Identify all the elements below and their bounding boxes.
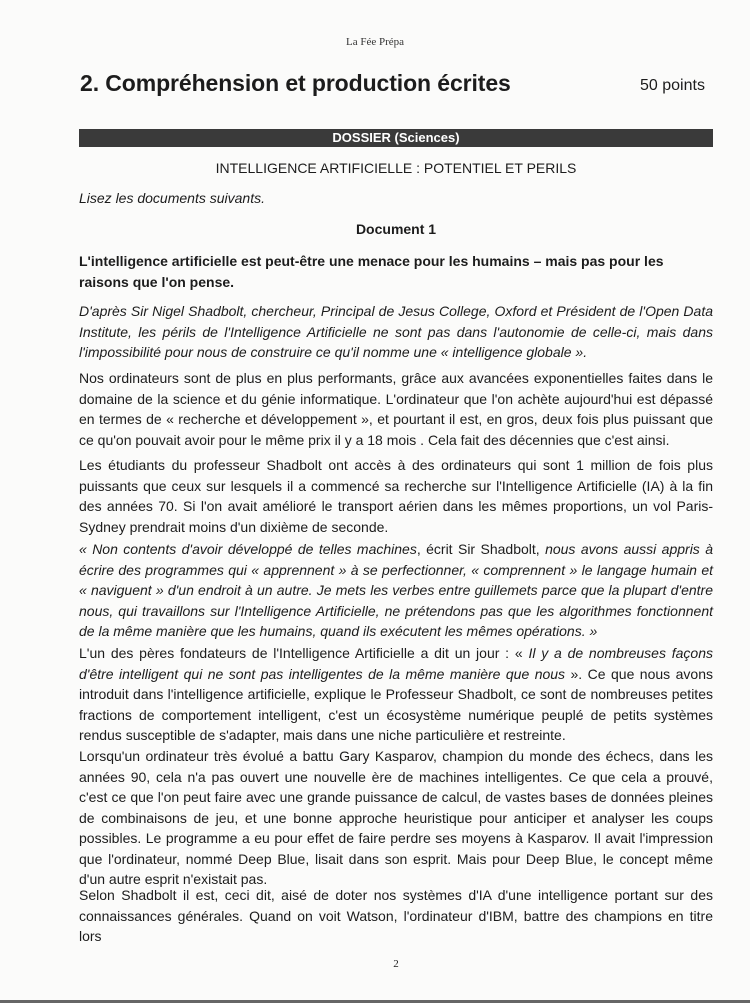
paragraph-4-quote: Il y a de nombreuses façons d'être intelligent qui ne sont pas intelligentes de la même manière que nous — [79, 645, 713, 682]
headline: L'intelligence artificielle est peut-être une menace pour les humains – mais pas pour les raisons que l'on pense. — [79, 253, 664, 290]
section-title: 2. Compréhension et production écrites — [80, 70, 511, 96]
paragraph-5: Lorsqu'un ordinateur très évolué a battu Gary Kasparov, champion du monde des échecs, dans les années 90, cela n'a pas ouvert une nouvelle ère de machines intelligentes. Ce que cela a prouvé, c'est ce que l'on peut faire avec une grande puissance de calcul, de vastes bases de données pleines de combinaisons de jeu, et une bonne approche heuristique pour anticiper et analyser les coups possibles. Le programme a eu pour effet de faire perdre ses moyens à Kasparov. Il avait l'impression que l'ordinateur, nommé Deep Blue, lisait dans son esprit. Mais pour Deep Blue, le concept même d'un autre esprit n'existait pas. — [79, 748, 713, 887]
intro-paragraph: D'après Sir Nigel Shadbolt, chercheur, Principal de Jesus College, Oxford et Président de l'Open Data Institute, les périls de l'Intelligence Artificielle ne sont pas dans l'autonomie de celle-ci, mais dans l'impossibilité pour nous de construire ce qu'il nomme une « intelligence globale ». — [79, 303, 713, 360]
paragraph-2: Les étudiants du professeur Shadbolt ont accès à des ordinateurs qui sont 1 million de fois plus puissants que ceux sur lesquels il a commencé sa recherche sur l'Intelligence Artificielle (IA) à la fin des années 70. Si l'on avait amélioré le transport aérien dans les mêmes proportions, un vol Paris-Sydney prendrait moins d'un dixième de seconde. — [79, 457, 713, 535]
instruction: Lisez les documents suivants. — [79, 190, 265, 206]
dossier-subtitle: INTELLIGENCE ARTIFICIELLE : POTENTIEL ET PERILS — [215, 160, 577, 176]
paragraph-6: Selon Shadbolt il est, ceci dit, aisé de doter nos systèmes d'IA d'une intelligence portant sur des connaissances générales. Quand on voit Watson, l'ordinateur d'IBM, battre des champions en titre lors — [79, 887, 713, 944]
paragraph-3-quote-b: nous avons aussi appris à écrire des programmes qui « apprennent » à se perfectionner, « comprennent » le langage humain et « naviguent » d'un endroit à un autre. Je mets les verbes entre guillemets parce que la plupart d'entre nous, qui travaillons sur l'Intelligence Artificielle, ne prétendons pas que les algorithmes fonctionnent de la même manière que les humains, quand ils exécutent les mêmes opérations. » — [79, 541, 713, 639]
paragraph-4 — [79, 643, 713, 746]
paragraph-4-rest: ». Ce que nous avons introduit dans l'intelligence artificielle, explique le Professeur Shadbolt, ce sont de nombreuses petites fractions de comportement intelligent, c'est un écosystème numérique peuplé de petits systèmes rendus susceptible de s'adapter, mais dans une niche particulière et restreinte. — [79, 665, 713, 743]
paragraph-4-lead: L'un des pères fondateurs de l'Intelligence Artificielle a dit un jour : « — [79, 645, 529, 661]
document-header: La Fée Prépa — [345, 36, 405, 48]
dossier-bar: DOSSIER (Sciences) — [79, 129, 713, 147]
paragraph-3-quote-a: « Non contents d'avoir développé de telles machines — [79, 541, 417, 557]
page-number: 2 — [393, 958, 399, 970]
paragraph-3 — [79, 539, 713, 642]
paragraph-3-attribution: , écrit Sir Shadbolt, — [416, 541, 546, 557]
paragraph-1: Nos ordinateurs sont de plus en plus performants, grâce aux avancées exponentielles faites dans le domaine de la science et du génie informatique. L'ordinateur que l'on achète aujourd'hui est dépassé en termes de « recherche et développement », et pourtant il est, en gros, deux fois plus puissant que ce qu'on pouvait avoir pour le même prix il y a 18 mois . Cela fait des décennies que c'est ainsi. — [79, 370, 713, 448]
document-title: Document 1 — [355, 221, 437, 237]
section-points: 50 points — [640, 77, 705, 94]
